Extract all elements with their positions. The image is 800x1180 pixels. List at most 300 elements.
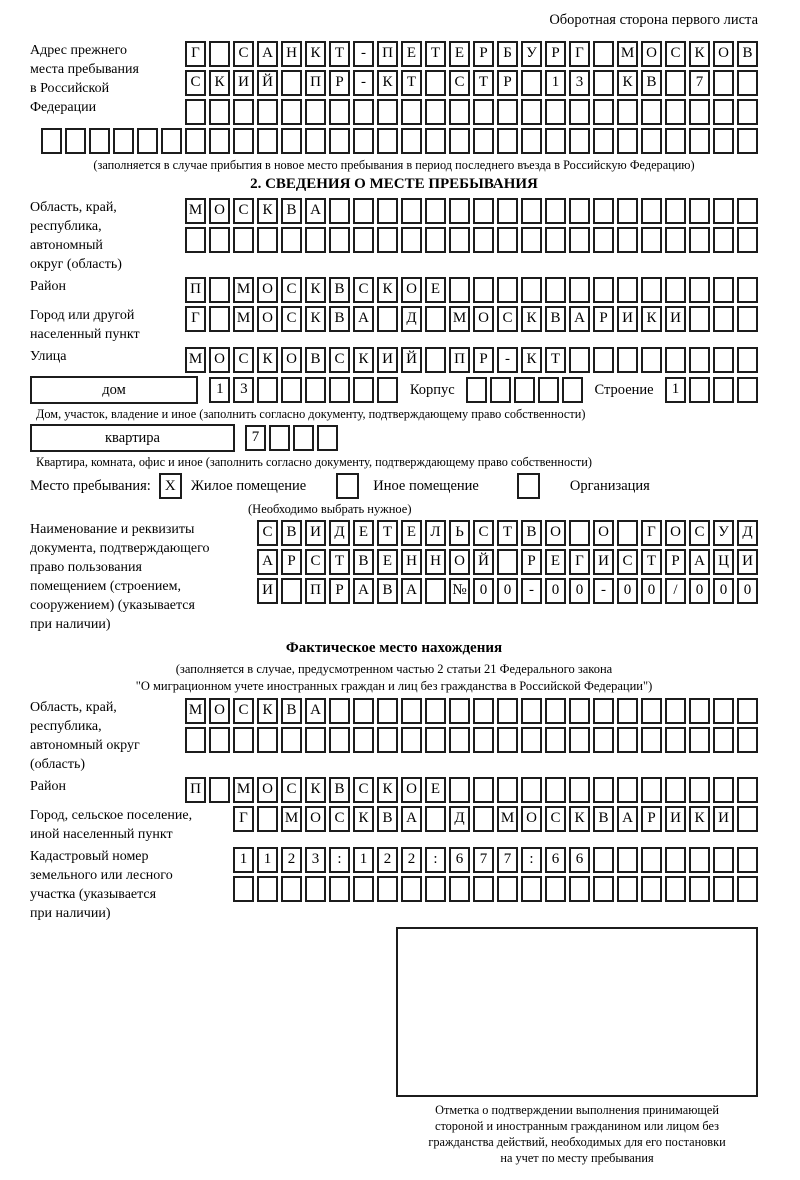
char-cell[interactable] — [689, 847, 710, 873]
char-cell[interactable]: К — [305, 306, 326, 332]
char-cell[interactable]: С — [233, 698, 254, 724]
char-cell[interactable]: 0 — [713, 578, 734, 604]
char-cell[interactable] — [329, 128, 350, 154]
char-cell[interactable]: Р — [521, 549, 542, 575]
char-cell[interactable] — [353, 198, 374, 224]
char-cell[interactable]: П — [449, 347, 470, 373]
char-cell[interactable]: И — [257, 578, 278, 604]
char-cell[interactable] — [641, 698, 662, 724]
char-cell[interactable]: И — [305, 520, 326, 546]
char-cell[interactable]: Р — [281, 549, 302, 575]
char-cell[interactable] — [713, 227, 734, 253]
char-cell[interactable]: С — [257, 520, 278, 546]
char-cell[interactable]: Й — [257, 70, 278, 96]
char-cell[interactable] — [425, 698, 446, 724]
char-cell[interactable] — [377, 99, 398, 125]
char-cell[interactable]: Н — [281, 41, 302, 67]
char-cell[interactable]: С — [617, 549, 638, 575]
char-cell[interactable] — [209, 128, 230, 154]
char-cell[interactable] — [269, 425, 290, 451]
char-cell[interactable] — [466, 377, 487, 403]
char-cell[interactable]: К — [569, 806, 590, 832]
char-cell[interactable] — [593, 777, 614, 803]
char-cell[interactable]: Т — [641, 549, 662, 575]
char-cell[interactable] — [497, 876, 518, 902]
char-cell[interactable] — [449, 198, 470, 224]
char-cell[interactable] — [233, 876, 254, 902]
char-cell[interactable]: 0 — [569, 578, 590, 604]
char-cell[interactable] — [737, 277, 758, 303]
char-cell[interactable] — [665, 277, 686, 303]
char-cell[interactable] — [113, 128, 134, 154]
char-cell[interactable]: О — [545, 520, 566, 546]
char-cell[interactable] — [353, 876, 374, 902]
char-cell[interactable]: Г — [569, 549, 590, 575]
char-cell[interactable] — [329, 727, 350, 753]
char-cell[interactable] — [737, 306, 758, 332]
char-cell[interactable] — [689, 777, 710, 803]
char-cell[interactable] — [593, 876, 614, 902]
char-cell[interactable] — [545, 727, 566, 753]
char-cell[interactable]: Г — [185, 306, 206, 332]
char-cell[interactable]: 7 — [473, 847, 494, 873]
char-cell[interactable] — [209, 306, 230, 332]
char-cell[interactable] — [497, 549, 518, 575]
char-cell[interactable]: - — [497, 347, 518, 373]
char-cell[interactable]: С — [449, 70, 470, 96]
char-cell[interactable]: В — [329, 777, 350, 803]
char-cell[interactable] — [473, 198, 494, 224]
char-cell[interactable] — [737, 806, 758, 832]
char-cell[interactable] — [665, 198, 686, 224]
char-cell[interactable]: И — [665, 306, 686, 332]
char-cell[interactable]: В — [641, 70, 662, 96]
char-cell[interactable]: А — [401, 806, 422, 832]
char-cell[interactable] — [617, 727, 638, 753]
char-cell[interactable] — [521, 777, 542, 803]
char-cell[interactable] — [521, 277, 542, 303]
char-cell[interactable] — [641, 876, 662, 902]
char-cell[interactable]: Й — [473, 549, 494, 575]
char-cell[interactable]: С — [305, 549, 326, 575]
char-cell[interactable]: Б — [497, 41, 518, 67]
char-cell[interactable] — [449, 777, 470, 803]
char-cell[interactable]: О — [449, 549, 470, 575]
char-cell[interactable]: - — [353, 70, 374, 96]
char-cell[interactable] — [305, 876, 326, 902]
char-cell[interactable] — [545, 277, 566, 303]
char-cell[interactable]: 0 — [689, 578, 710, 604]
char-cell[interactable]: Ь — [449, 520, 470, 546]
char-cell[interactable] — [329, 377, 350, 403]
char-cell[interactable]: В — [305, 347, 326, 373]
char-cell[interactable] — [689, 198, 710, 224]
char-cell[interactable]: 0 — [473, 578, 494, 604]
char-cell[interactable]: 1 — [233, 847, 254, 873]
char-cell[interactable] — [281, 727, 302, 753]
char-cell[interactable]: Р — [593, 306, 614, 332]
char-cell[interactable] — [257, 128, 278, 154]
char-cell[interactable] — [521, 876, 542, 902]
char-cell[interactable] — [713, 377, 734, 403]
char-cell[interactable]: М — [233, 306, 254, 332]
char-cell[interactable] — [65, 128, 86, 154]
char-cell[interactable] — [593, 277, 614, 303]
char-cell[interactable]: П — [185, 777, 206, 803]
char-cell[interactable] — [617, 198, 638, 224]
char-cell[interactable] — [305, 727, 326, 753]
char-cell[interactable]: М — [281, 806, 302, 832]
char-cell[interactable]: : — [521, 847, 542, 873]
char-cell[interactable] — [497, 777, 518, 803]
char-cell[interactable] — [449, 876, 470, 902]
char-cell[interactable] — [737, 727, 758, 753]
char-cell[interactable] — [449, 727, 470, 753]
char-cell[interactable] — [305, 99, 326, 125]
char-cell[interactable]: Е — [449, 41, 470, 67]
char-cell[interactable] — [665, 128, 686, 154]
char-cell[interactable]: Л — [425, 520, 446, 546]
char-cell[interactable] — [641, 198, 662, 224]
char-cell[interactable]: Е — [425, 777, 446, 803]
char-cell[interactable] — [665, 876, 686, 902]
char-cell[interactable]: В — [593, 806, 614, 832]
char-cell[interactable]: - — [521, 578, 542, 604]
char-cell[interactable]: М — [185, 198, 206, 224]
char-cell[interactable]: С — [353, 777, 374, 803]
char-cell[interactable]: 2 — [377, 847, 398, 873]
char-cell[interactable] — [665, 727, 686, 753]
char-cell[interactable]: 6 — [569, 847, 590, 873]
char-cell[interactable] — [317, 425, 338, 451]
char-cell[interactable]: О — [257, 777, 278, 803]
char-cell[interactable]: : — [329, 847, 350, 873]
char-cell[interactable]: О — [593, 520, 614, 546]
char-cell[interactable] — [545, 198, 566, 224]
char-cell[interactable] — [329, 198, 350, 224]
char-cell[interactable] — [353, 727, 374, 753]
char-cell[interactable] — [473, 777, 494, 803]
char-cell[interactable]: У — [713, 520, 734, 546]
char-cell[interactable]: Г — [641, 520, 662, 546]
char-cell[interactable]: М — [185, 698, 206, 724]
char-cell[interactable] — [617, 227, 638, 253]
char-cell[interactable]: С — [353, 277, 374, 303]
char-cell[interactable] — [425, 306, 446, 332]
char-cell[interactable]: К — [353, 806, 374, 832]
char-cell[interactable]: С — [665, 41, 686, 67]
char-cell[interactable] — [737, 876, 758, 902]
char-cell[interactable]: К — [377, 277, 398, 303]
char-cell[interactable] — [377, 198, 398, 224]
char-cell[interactable] — [562, 377, 583, 403]
char-cell[interactable]: О — [401, 277, 422, 303]
char-cell[interactable] — [473, 698, 494, 724]
char-cell[interactable] — [185, 227, 206, 253]
char-cell[interactable] — [569, 698, 590, 724]
char-cell[interactable] — [473, 99, 494, 125]
char-cell[interactable] — [569, 876, 590, 902]
char-cell[interactable]: Ц — [713, 549, 734, 575]
char-cell[interactable] — [353, 698, 374, 724]
char-cell[interactable]: Е — [401, 520, 422, 546]
char-cell[interactable]: Т — [545, 347, 566, 373]
char-cell[interactable]: О — [473, 306, 494, 332]
char-cell[interactable]: С — [281, 306, 302, 332]
char-cell[interactable]: П — [377, 41, 398, 67]
char-cell[interactable]: Н — [401, 549, 422, 575]
char-cell[interactable]: Е — [353, 520, 374, 546]
char-cell[interactable] — [329, 876, 350, 902]
char-cell[interactable] — [353, 227, 374, 253]
char-cell[interactable] — [257, 99, 278, 125]
char-cell[interactable] — [449, 128, 470, 154]
char-cell[interactable] — [713, 306, 734, 332]
char-cell[interactable]: Д — [401, 306, 422, 332]
char-cell[interactable]: В — [377, 806, 398, 832]
char-cell[interactable] — [545, 227, 566, 253]
char-cell[interactable] — [665, 347, 686, 373]
char-cell[interactable] — [209, 777, 230, 803]
char-cell[interactable] — [281, 578, 302, 604]
char-cell[interactable] — [689, 698, 710, 724]
char-cell[interactable] — [449, 227, 470, 253]
char-cell[interactable]: К — [377, 777, 398, 803]
char-cell[interactable]: К — [257, 347, 278, 373]
char-cell[interactable]: 1 — [545, 70, 566, 96]
char-cell[interactable]: И — [233, 70, 254, 96]
char-cell[interactable] — [569, 347, 590, 373]
char-cell[interactable] — [425, 876, 446, 902]
char-cell[interactable] — [209, 227, 230, 253]
house-type-box[interactable]: дом — [30, 376, 198, 404]
char-cell[interactable] — [257, 876, 278, 902]
char-cell[interactable] — [641, 128, 662, 154]
checkbox-other-premises[interactable] — [336, 473, 359, 499]
char-cell[interactable]: Г — [185, 41, 206, 67]
char-cell[interactable] — [737, 128, 758, 154]
char-cell[interactable] — [497, 99, 518, 125]
char-cell[interactable] — [473, 806, 494, 832]
char-cell[interactable] — [161, 128, 182, 154]
char-cell[interactable] — [737, 377, 758, 403]
char-cell[interactable]: М — [233, 277, 254, 303]
char-cell[interactable] — [569, 727, 590, 753]
char-cell[interactable]: О — [209, 698, 230, 724]
char-cell[interactable] — [641, 227, 662, 253]
char-cell[interactable]: Р — [497, 70, 518, 96]
char-cell[interactable]: Н — [425, 549, 446, 575]
char-cell[interactable] — [665, 847, 686, 873]
char-cell[interactable] — [569, 227, 590, 253]
char-cell[interactable]: 2 — [281, 847, 302, 873]
char-cell[interactable] — [185, 99, 206, 125]
char-cell[interactable] — [713, 876, 734, 902]
char-cell[interactable]: Д — [329, 520, 350, 546]
char-cell[interactable]: Д — [449, 806, 470, 832]
char-cell[interactable] — [545, 876, 566, 902]
char-cell[interactable]: А — [305, 198, 326, 224]
char-cell[interactable]: Е — [425, 277, 446, 303]
char-cell[interactable]: 1 — [353, 847, 374, 873]
char-cell[interactable]: К — [689, 806, 710, 832]
char-cell[interactable]: С — [497, 306, 518, 332]
char-cell[interactable] — [377, 227, 398, 253]
char-cell[interactable] — [593, 698, 614, 724]
char-cell[interactable] — [425, 128, 446, 154]
char-cell[interactable]: М — [233, 777, 254, 803]
char-cell[interactable]: Г — [569, 41, 590, 67]
char-cell[interactable] — [538, 377, 559, 403]
char-cell[interactable] — [257, 806, 278, 832]
char-cell[interactable] — [281, 227, 302, 253]
char-cell[interactable]: В — [545, 306, 566, 332]
char-cell[interactable] — [521, 698, 542, 724]
char-cell[interactable]: - — [353, 41, 374, 67]
char-cell[interactable] — [401, 727, 422, 753]
char-cell[interactable] — [449, 698, 470, 724]
char-cell[interactable] — [545, 128, 566, 154]
char-cell[interactable]: О — [305, 806, 326, 832]
char-cell[interactable]: / — [665, 578, 686, 604]
char-cell[interactable] — [401, 698, 422, 724]
char-cell[interactable]: С — [185, 70, 206, 96]
char-cell[interactable]: В — [521, 520, 542, 546]
char-cell[interactable] — [713, 70, 734, 96]
char-cell[interactable]: 0 — [641, 578, 662, 604]
char-cell[interactable] — [473, 727, 494, 753]
char-cell[interactable]: А — [617, 806, 638, 832]
char-cell[interactable] — [329, 698, 350, 724]
char-cell[interactable]: А — [353, 578, 374, 604]
char-cell[interactable]: К — [689, 41, 710, 67]
char-cell[interactable] — [737, 99, 758, 125]
char-cell[interactable] — [713, 727, 734, 753]
char-cell[interactable]: Т — [377, 520, 398, 546]
char-cell[interactable]: В — [329, 277, 350, 303]
char-cell[interactable] — [569, 99, 590, 125]
char-cell[interactable]: О — [665, 520, 686, 546]
char-cell[interactable] — [401, 876, 422, 902]
char-cell[interactable] — [401, 198, 422, 224]
char-cell[interactable]: К — [617, 70, 638, 96]
char-cell[interactable]: Р — [545, 41, 566, 67]
char-cell[interactable] — [521, 727, 542, 753]
char-cell[interactable]: К — [641, 306, 662, 332]
char-cell[interactable] — [377, 306, 398, 332]
char-cell[interactable]: 0 — [545, 578, 566, 604]
char-cell[interactable] — [617, 128, 638, 154]
char-cell[interactable]: Т — [497, 520, 518, 546]
char-cell[interactable] — [377, 727, 398, 753]
char-cell[interactable] — [377, 876, 398, 902]
char-cell[interactable] — [713, 347, 734, 373]
char-cell[interactable] — [593, 41, 614, 67]
char-cell[interactable]: : — [425, 847, 446, 873]
char-cell[interactable]: О — [281, 347, 302, 373]
char-cell[interactable] — [449, 277, 470, 303]
char-cell[interactable] — [665, 70, 686, 96]
char-cell[interactable] — [497, 198, 518, 224]
char-cell[interactable] — [233, 128, 254, 154]
char-cell[interactable] — [377, 698, 398, 724]
char-cell[interactable]: 6 — [449, 847, 470, 873]
char-cell[interactable]: Т — [425, 41, 446, 67]
char-cell[interactable] — [281, 99, 302, 125]
char-cell[interactable]: 7 — [497, 847, 518, 873]
char-cell[interactable]: И — [617, 306, 638, 332]
char-cell[interactable] — [209, 41, 230, 67]
char-cell[interactable]: В — [737, 41, 758, 67]
char-cell[interactable]: В — [377, 578, 398, 604]
char-cell[interactable] — [737, 777, 758, 803]
char-cell[interactable] — [473, 277, 494, 303]
char-cell[interactable]: Д — [737, 520, 758, 546]
char-cell[interactable]: В — [281, 520, 302, 546]
char-cell[interactable] — [665, 99, 686, 125]
char-cell[interactable] — [713, 128, 734, 154]
char-cell[interactable] — [257, 727, 278, 753]
char-cell[interactable] — [665, 227, 686, 253]
char-cell[interactable]: 0 — [497, 578, 518, 604]
char-cell[interactable]: И — [377, 347, 398, 373]
char-cell[interactable] — [257, 227, 278, 253]
char-cell[interactable]: Е — [377, 549, 398, 575]
char-cell[interactable] — [617, 777, 638, 803]
char-cell[interactable] — [257, 377, 278, 403]
char-cell[interactable] — [737, 847, 758, 873]
char-cell[interactable]: О — [521, 806, 542, 832]
char-cell[interactable] — [713, 198, 734, 224]
char-cell[interactable] — [713, 698, 734, 724]
char-cell[interactable] — [233, 99, 254, 125]
char-cell[interactable] — [425, 70, 446, 96]
char-cell[interactable]: К — [377, 70, 398, 96]
char-cell[interactable] — [473, 227, 494, 253]
char-cell[interactable]: О — [209, 198, 230, 224]
char-cell[interactable]: Р — [473, 347, 494, 373]
char-cell[interactable]: В — [281, 198, 302, 224]
checkbox-residential[interactable]: X — [159, 473, 182, 499]
char-cell[interactable] — [617, 347, 638, 373]
char-cell[interactable]: В — [281, 698, 302, 724]
char-cell[interactable] — [641, 777, 662, 803]
char-cell[interactable] — [545, 99, 566, 125]
char-cell[interactable]: И — [737, 549, 758, 575]
char-cell[interactable]: А — [689, 549, 710, 575]
char-cell[interactable]: Т — [473, 70, 494, 96]
char-cell[interactable] — [689, 99, 710, 125]
char-cell[interactable]: Г — [233, 806, 254, 832]
char-cell[interactable] — [569, 277, 590, 303]
char-cell[interactable]: С — [329, 806, 350, 832]
char-cell[interactable]: № — [449, 578, 470, 604]
char-cell[interactable]: А — [257, 41, 278, 67]
char-cell[interactable]: 1 — [665, 377, 686, 403]
char-cell[interactable]: С — [281, 277, 302, 303]
char-cell[interactable]: П — [185, 277, 206, 303]
char-cell[interactable]: Е — [401, 41, 422, 67]
char-cell[interactable]: Т — [401, 70, 422, 96]
char-cell[interactable]: Т — [329, 549, 350, 575]
char-cell[interactable]: 6 — [545, 847, 566, 873]
char-cell[interactable]: С — [329, 347, 350, 373]
char-cell[interactable] — [689, 727, 710, 753]
char-cell[interactable] — [569, 198, 590, 224]
char-cell[interactable] — [497, 698, 518, 724]
char-cell[interactable] — [641, 99, 662, 125]
char-cell[interactable] — [209, 277, 230, 303]
